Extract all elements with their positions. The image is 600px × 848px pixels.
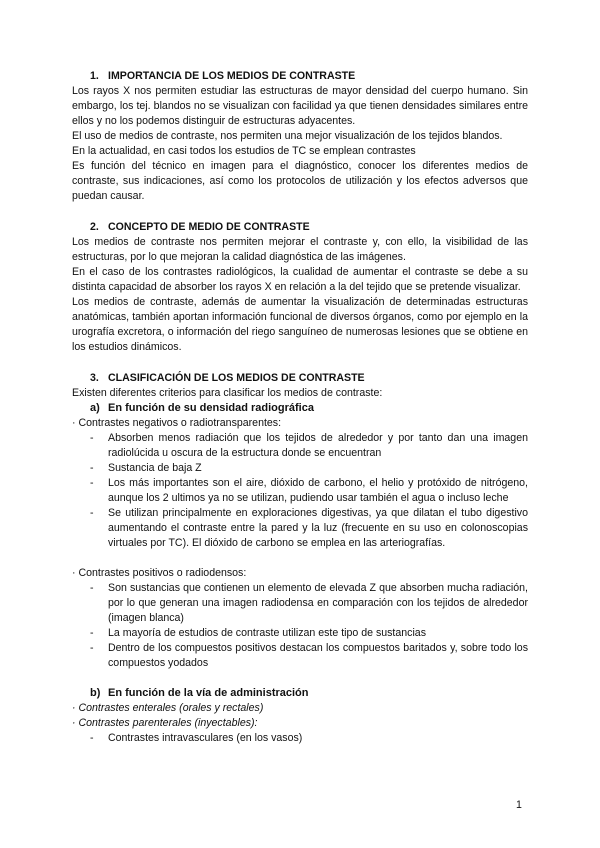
section-2-paragraph: Los medios de contraste, además de aumentar la visualización de determinadas estructuras anatómicas, también aportan información funcional de diversos órganos, como por ejemplo en la urografía excretora, o información del riego sanguíneo de numerosas lesiones que se obtiene en los estudios dinámicos. bbox=[72, 296, 528, 353]
subsection-b-letter: b) bbox=[90, 687, 101, 699]
section-2-paragraph: En el caso de los contrastes radiológicos, la cualidad de aumentar el contraste se debe a su distinta capacidad de absorber los rayos X en relación a la del tejido que se pretende visualizar. bbox=[72, 266, 528, 293]
list-item: - Los más importantes son el aire, dióxido de carbono, el helio y protóxido de nitrógeno, aunque los 2 ultimos ya no se utilizan, pudiendo usar también el agua o incluso leche bbox=[72, 476, 528, 506]
spacer bbox=[72, 671, 528, 686]
section-1-paragraph: El uso de medios de contraste, nos permiten una mejor visualización de los tejidos blandos. bbox=[72, 130, 503, 142]
list-item: - Dentro de los compuestos positivos destacan los compuestos baritados y, sobre todo los compuestos yodados bbox=[72, 641, 528, 671]
subsection-b-heading bbox=[72, 686, 528, 701]
negative-contrast-list bbox=[72, 431, 528, 551]
negative-contrast-label: · Contrastes negativos o radiotransparentes: bbox=[72, 417, 282, 429]
section-1-paragraph: En la actualidad, en casi todos los estudios de TC se emplean contrastes bbox=[72, 145, 416, 157]
section-1-paragraph: Los rayos X nos permiten estudiar las estructuras de mayor densidad del cuerpo humano. Sin embargo, los tej. blandos no se visualizan con facilidad ya que tienen densidades similares entre ellos y no los podemos distinguir de estructuras adyacentes. bbox=[72, 85, 528, 127]
section-3-intro: Existen diferentes criterios para clasificar los medios de contraste: bbox=[72, 387, 383, 399]
list-item: - La mayoría de estudios de contraste utilizan este tipo de sustancias bbox=[72, 626, 528, 641]
section-3-title: CLASIFICACIÓN DE LOS MEDIOS DE CONTRASTE bbox=[108, 372, 365, 384]
parenteral-contrast-label: · Contrastes parenterales (inyectables): bbox=[72, 717, 258, 729]
section-2-number: 2. bbox=[90, 221, 99, 233]
section-2-heading bbox=[72, 220, 528, 235]
section-2-title: CONCEPTO DE MEDIO DE CONTRASTE bbox=[108, 221, 310, 233]
spacer bbox=[72, 551, 528, 566]
subsection-a-letter: a) bbox=[90, 402, 100, 414]
positive-contrast-label: · Contrastes positivos o radiodensos: bbox=[72, 567, 247, 579]
section-2-paragraph: Los medios de contraste nos permiten mejorar el contraste y, con ello, la visibilidad de las estructuras, por lo que mejoran la calidad diagnóstica de las imágenes. bbox=[72, 236, 528, 263]
section-3-heading bbox=[72, 371, 528, 386]
parenteral-contrast-list bbox=[72, 731, 528, 746]
subsection-a-title: En función de su densidad radiográfica bbox=[108, 402, 314, 414]
subsection-a-heading bbox=[72, 401, 528, 416]
list-item: - Contrastes intravasculares (en los vasos) bbox=[72, 731, 528, 746]
list-item: - Se utilizan principalmente en exploraciones digestivas, ya que dilatan el tubo digestivo aumentando el contraste entre la pared y la luz (frecuente en su uso en colonoscopias virtuales por TC). El dióxido de carbono se emplea en las arteriografías. bbox=[72, 506, 528, 551]
section-1-heading bbox=[72, 69, 528, 84]
section-3-number: 3. bbox=[90, 372, 99, 384]
spacer bbox=[72, 204, 528, 220]
subsection-b-title: En función de la vía de administración bbox=[108, 687, 309, 699]
list-item: - Sustancia de baja Z bbox=[72, 461, 528, 476]
section-1-number: 1. bbox=[90, 70, 99, 82]
section-1-paragraph: Es función del técnico en imagen para el diagnóstico, conocer los diferentes medios de contraste, sus indicaciones, así como los protocolos de utilización y los efectos adversos que puedan causar. bbox=[72, 160, 528, 202]
list-item: - Son sustancias que contienen un elemento de elevada Z que absorben mucha radiación, por lo que generan una imagen radiodensa en comparación con los tejidos de alrededor (imagen blanca) bbox=[72, 581, 528, 626]
positive-contrast-list bbox=[72, 581, 528, 671]
list-item: - Absorben menos radiación que los tejidos de alrededor y por tanto dan una imagen radiolúcida u oscura de la estructura donde se encuentran bbox=[72, 431, 528, 461]
document-body bbox=[72, 69, 528, 746]
spacer bbox=[72, 355, 528, 371]
enteral-contrast-label: · Contrastes enterales (orales y rectales) bbox=[72, 702, 264, 714]
section-1-title: IMPORTANCIA DE LOS MEDIOS DE CONTRASTE bbox=[108, 70, 356, 82]
page-number: 1 bbox=[516, 799, 522, 811]
